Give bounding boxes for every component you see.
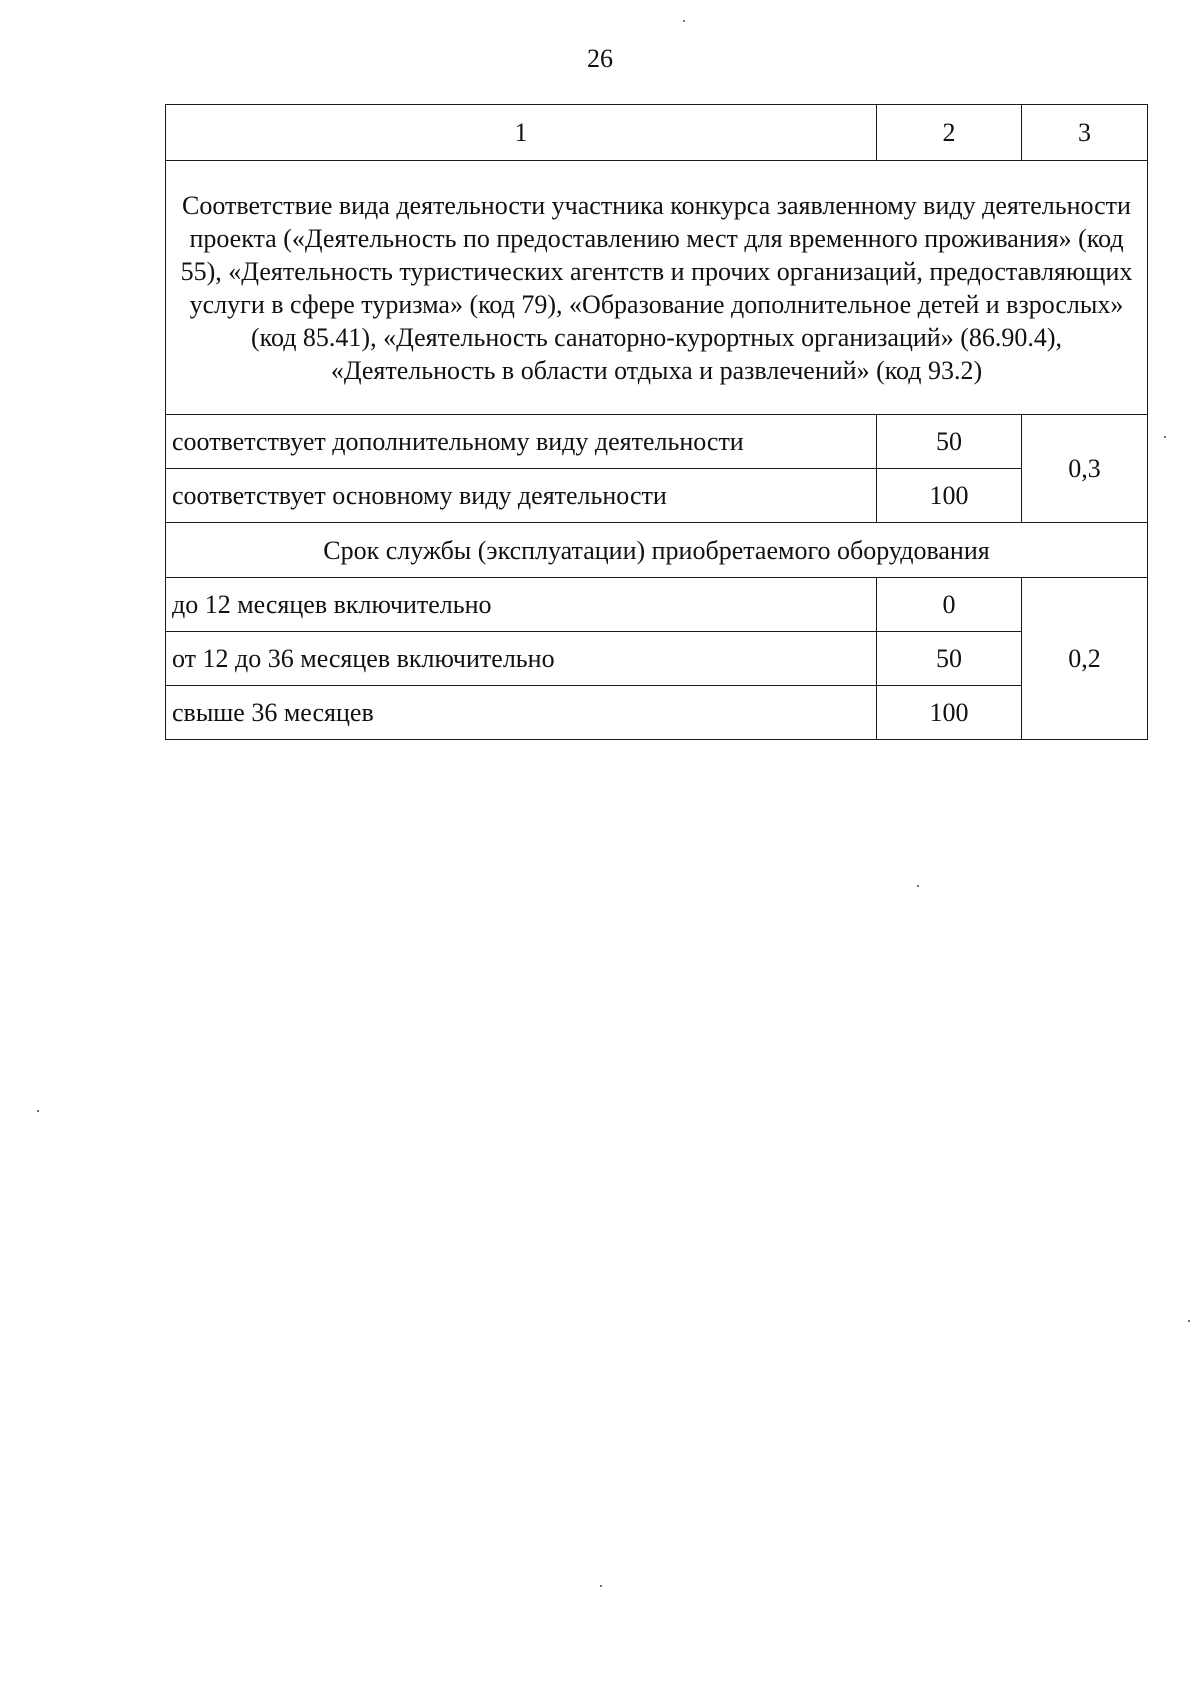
table-row (166, 415, 1148, 469)
header-cell-2: 2 (877, 105, 1022, 161)
criterion-score: 0 (877, 578, 1022, 632)
table-row (166, 632, 1148, 686)
criterion-label: свыше 36 месяцев (166, 686, 877, 740)
scan-speck (600, 1585, 602, 1587)
scan-speck (1188, 1320, 1190, 1322)
section-title-row (166, 161, 1148, 415)
section-title-equipment: Срок службы (эксплуатации) приобретаемого оборудования (166, 523, 1148, 578)
criterion-score: 100 (877, 469, 1022, 523)
criterion-label: до 12 месяцев включительно (166, 578, 877, 632)
scan-speck (37, 1110, 39, 1112)
table-row (166, 686, 1148, 740)
section-weight: 0,2 (1022, 578, 1148, 740)
scan-speck (683, 20, 685, 22)
criterion-score: 50 (877, 632, 1022, 686)
section-title-row (166, 523, 1148, 578)
criterion-score: 50 (877, 415, 1022, 469)
page-number: 26 (587, 44, 613, 73)
scan-speck (917, 885, 919, 887)
table-row (166, 469, 1148, 523)
section-weight: 0,3 (1022, 415, 1148, 523)
criterion-label: соответствует основному виду деятельности (166, 469, 877, 523)
header-cell-1: 1 (166, 105, 877, 161)
table-row (166, 578, 1148, 632)
scan-speck (1164, 436, 1166, 438)
criterion-score: 100 (877, 686, 1022, 740)
header-cell-3: 3 (1022, 105, 1148, 161)
criteria-table (165, 104, 1148, 740)
table-header-row (166, 105, 1148, 161)
criterion-label: соответствует дополнительному виду деятельности (166, 415, 877, 469)
criterion-label: от 12 до 36 месяцев включительно (166, 632, 877, 686)
section-title-activity: Соответствие вида деятельности участника конкурса заявленному виду деятельности проекта («Деятельность по предоставлению мест для временного проживания» (код 55), «Деятельность туристических агентств и прочих организаций, предоставляющих услуги в сфере туризма» (код 79), «Образование дополнительное детей и взрослых» (код 85.41), «Деятельность санаторно-курортных организаций» (86.90.4), «Деятельность в области отдыха и развлечений» (код 93.2) (166, 161, 1148, 415)
